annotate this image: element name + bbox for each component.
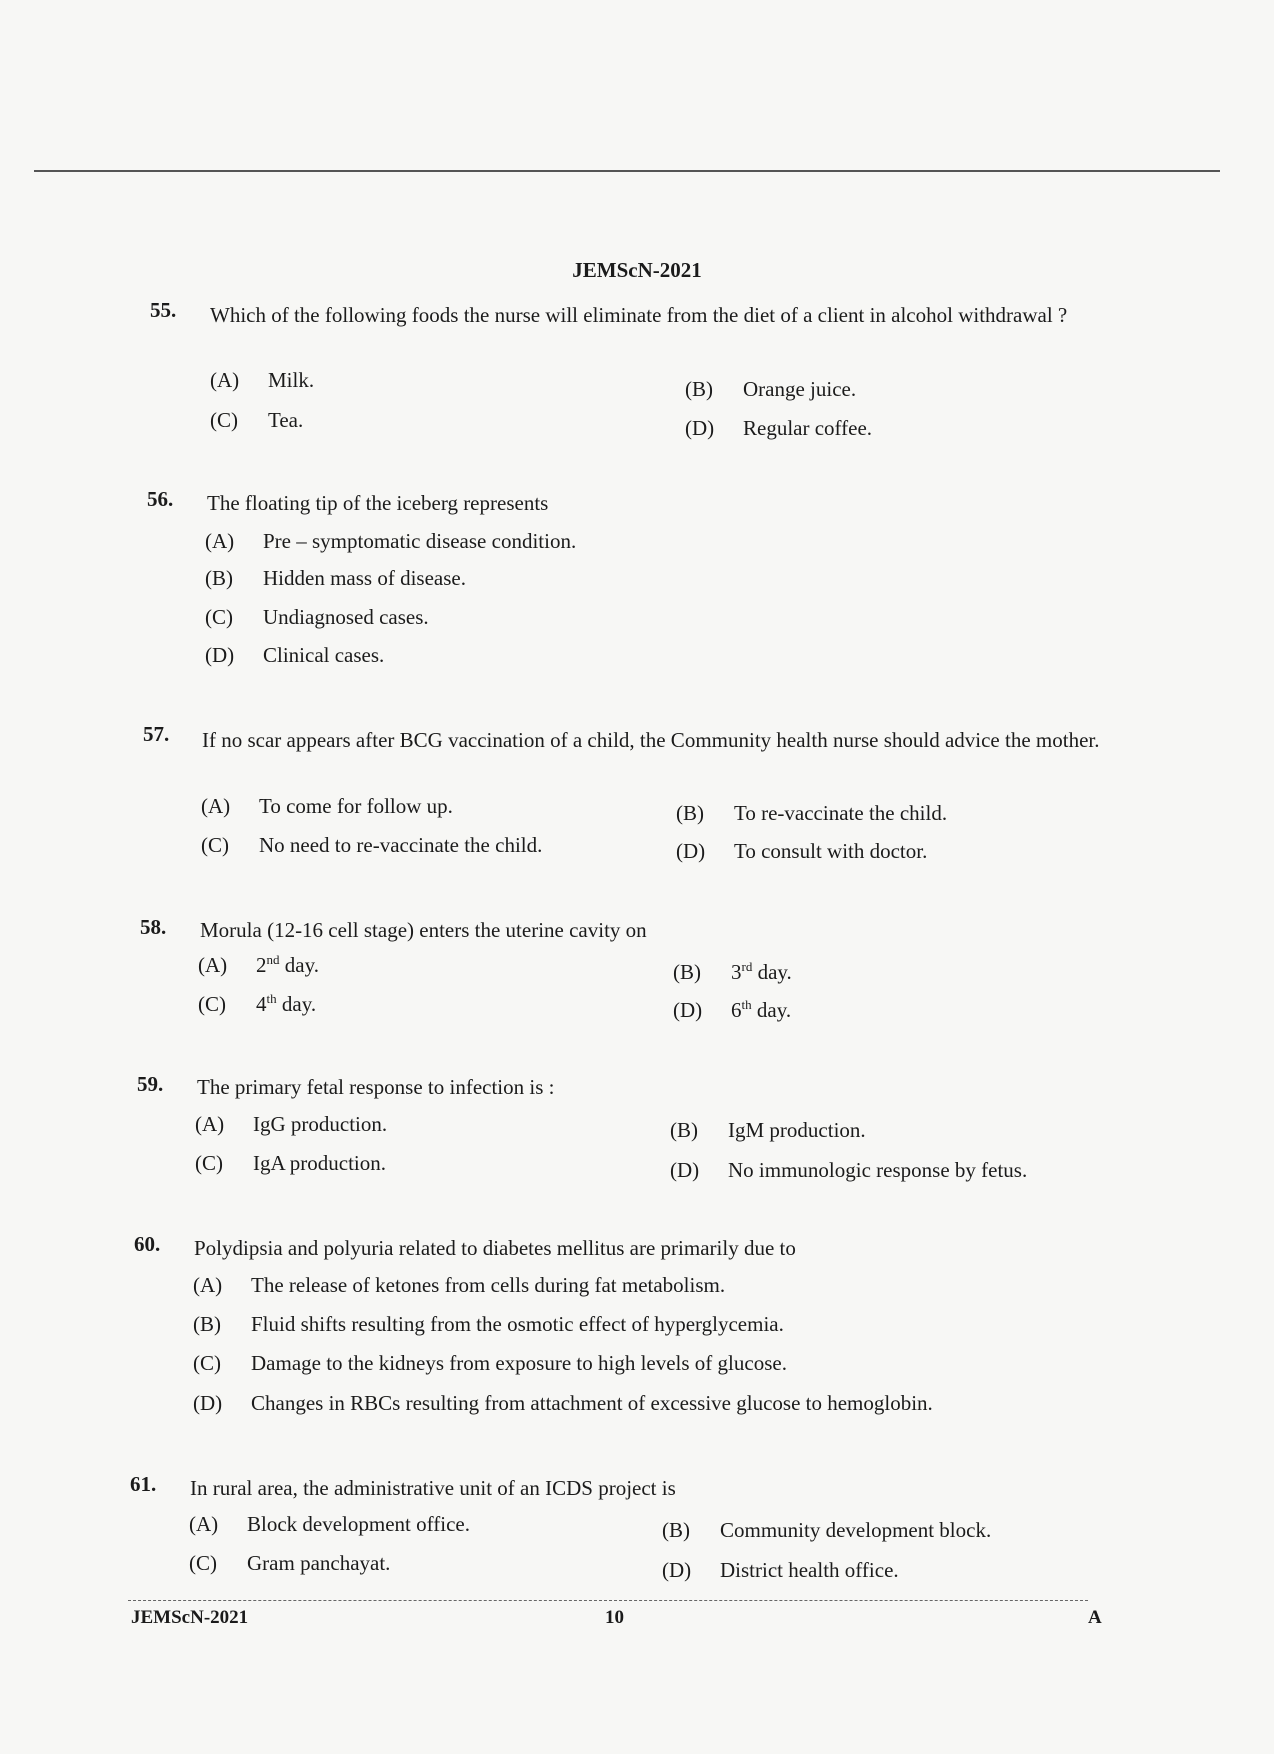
question-stem: If no scar appears after BCG vaccination of a child, the Community health nurse should advice the mother. (202, 728, 1100, 752)
option-d[interactable]: (D) Clinical cases. (205, 643, 385, 667)
option-d[interactable]: (D) Changes in RBCs resulting from attachment of excessive glucose to hemoglobin. (193, 1391, 933, 1415)
option-c[interactable]: (C) IgA production. (195, 1151, 386, 1175)
question-number: 59. (137, 1072, 164, 1096)
option-d[interactable]: (D) Regular coffee. (685, 416, 873, 440)
question-number: 57. (143, 722, 170, 746)
option-b[interactable]: (B) 3rd day. (673, 959, 792, 984)
option-d[interactable]: (D) No immunologic response by fetus. (670, 1158, 1028, 1182)
option-b[interactable]: (B) Hidden mass of disease. (205, 566, 466, 590)
booklet-set: A (1088, 1607, 1102, 1628)
option-c[interactable]: (C) 4th day. (198, 991, 317, 1016)
question-stem: Polydipsia and polyuria related to diabetes mellitus are primarily due to (194, 1236, 796, 1260)
option-d[interactable]: (D) District health office. (662, 1558, 899, 1582)
option-a[interactable]: (A) Pre – symptomatic disease condition. (205, 529, 577, 553)
option-c[interactable]: (C) Damage to the kidneys from exposure to high levels of glucose. (193, 1351, 787, 1375)
option-b[interactable]: (B) To re-vaccinate the child. (676, 801, 948, 825)
question-stem: The floating tip of the iceberg represents (207, 491, 549, 515)
option-b[interactable]: (B) IgM production. (670, 1118, 866, 1142)
question-stem: Which of the following foods the nurse will eliminate from the diet of a client in alcohol withdrawal ? (210, 303, 1068, 327)
option-a[interactable]: (A) IgG production. (195, 1112, 388, 1136)
option-a[interactable]: (A) To come for follow up. (201, 794, 453, 818)
option-a[interactable]: (A) Milk. (210, 368, 315, 392)
question-number: 61. (130, 1472, 157, 1496)
question-number: 55. (150, 298, 177, 322)
question-stem: In rural area, the administrative unit of an ICDS project is (190, 1476, 676, 1500)
footer-code: JEMScN-2021 (131, 1607, 249, 1628)
option-b[interactable]: (B) Fluid shifts resulting from the osmotic effect of hyperglycemia. (193, 1312, 784, 1336)
question-stem: Morula (12-16 cell stage) enters the uterine cavity on (200, 918, 647, 942)
option-a[interactable]: (A) The release of ketones from cells during fat metabolism. (193, 1273, 726, 1297)
option-c[interactable]: (C) Tea. (210, 408, 304, 432)
option-d[interactable]: (D) 6th day. (673, 997, 792, 1022)
option-c[interactable]: (C) Gram panchayat. (189, 1551, 391, 1575)
question-stem: The primary fetal response to infection is : (197, 1075, 555, 1099)
question-number: 58. (140, 915, 167, 939)
option-c[interactable]: (C) Undiagnosed cases. (205, 605, 429, 629)
top-rule (34, 170, 1220, 172)
question-number: 56. (147, 487, 174, 511)
option-b[interactable]: (B) Community development block. (662, 1518, 992, 1542)
option-d[interactable]: (D) To consult with doctor. (676, 839, 928, 863)
option-a[interactable]: (A) 2nd day. (198, 952, 319, 977)
header-code: JEMScN-2021 (572, 258, 702, 282)
page-number: 10 (605, 1607, 624, 1628)
footer-rule (128, 1600, 1088, 1602)
option-a[interactable]: (A) Block development office. (189, 1512, 470, 1536)
question-number: 60. (134, 1232, 161, 1256)
option-b[interactable]: (B) Orange juice. (685, 377, 857, 401)
option-c[interactable]: (C) No need to re-vaccinate the child. (201, 833, 543, 857)
